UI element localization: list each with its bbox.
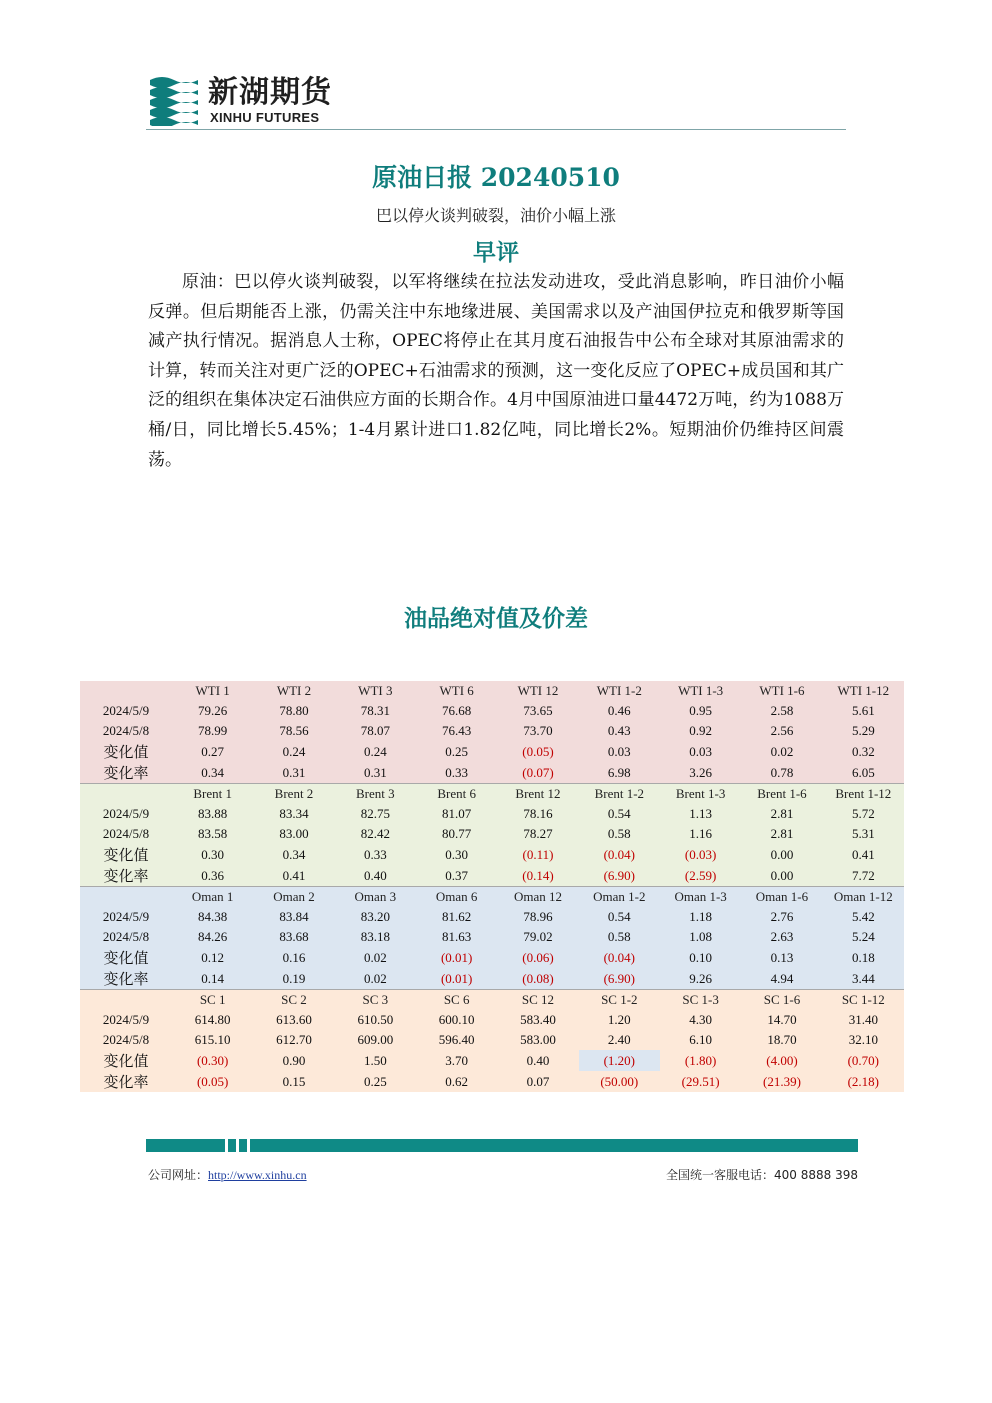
table-row xyxy=(80,1050,904,1071)
table-cell: 4.30 xyxy=(660,1010,741,1030)
table-cell: 609.00 xyxy=(335,1030,416,1050)
logo-chinese-name: 新湖期货 xyxy=(208,75,332,110)
column-header-cell: SC 6 xyxy=(416,990,497,1011)
table-cell: (0.05) xyxy=(497,741,578,762)
row-label-cell: 2024/5/9 xyxy=(80,907,172,927)
table-cell: 2.76 xyxy=(741,907,822,927)
table-cell: 82.75 xyxy=(335,804,416,824)
column-header-cell: SC 2 xyxy=(253,990,334,1011)
table-cell: 78.96 xyxy=(497,907,578,927)
table-cell: 83.34 xyxy=(253,804,334,824)
table-cell: 78.99 xyxy=(172,721,253,741)
table-cell: 0.95 xyxy=(660,701,741,721)
table-cell: 0.18 xyxy=(823,947,904,968)
table-cell: 0.14 xyxy=(172,968,253,990)
table-cell: (0.14) xyxy=(497,865,578,887)
table-cell: 73.65 xyxy=(497,701,578,721)
table-cell: 0.78 xyxy=(741,762,822,784)
table-cell: 4.94 xyxy=(741,968,822,990)
table-group-oman xyxy=(80,887,904,990)
row-label-cell xyxy=(80,887,172,908)
table-cell: 1.50 xyxy=(335,1050,416,1071)
column-header-cell: SC 3 xyxy=(335,990,416,1011)
table-row xyxy=(80,741,904,762)
table-cell: 5.42 xyxy=(823,907,904,927)
table-cell: 0.54 xyxy=(579,804,660,824)
table-cell: 0.31 xyxy=(253,762,334,784)
column-header-cell: Oman 6 xyxy=(416,887,497,908)
column-header-cell: SC 1 xyxy=(172,990,253,1011)
logo-english-name: XINHU FUTURES xyxy=(210,110,320,125)
table-cell: 583.00 xyxy=(497,1030,578,1050)
table-cell: 83.18 xyxy=(335,927,416,947)
column-header-cell: Oman 3 xyxy=(335,887,416,908)
table-header-row xyxy=(80,887,904,908)
table-cell: 0.19 xyxy=(253,968,334,990)
table-cell: 5.24 xyxy=(823,927,904,947)
column-header-cell: Brent 2 xyxy=(253,784,334,805)
report-title: 原油日报 20240510 xyxy=(372,163,620,192)
table-cell: 78.31 xyxy=(335,701,416,721)
table-cell: 3.26 xyxy=(660,762,741,784)
column-header-cell: SC 12 xyxy=(497,990,578,1011)
column-header-cell: Oman 12 xyxy=(497,887,578,908)
table-group-sc xyxy=(80,990,904,1093)
table-cell: (21.39) xyxy=(741,1071,822,1092)
table-cell: 2.40 xyxy=(579,1030,660,1050)
table-cell: (0.03) xyxy=(660,844,741,865)
table-cell: (50.00) xyxy=(579,1071,660,1092)
table-cell: 0.36 xyxy=(172,865,253,887)
table-cell: 0.13 xyxy=(741,947,822,968)
table-group-brent xyxy=(80,784,904,887)
row-label-cell: 变化率 xyxy=(80,865,172,887)
table-cell: 0.03 xyxy=(660,741,741,762)
table-row xyxy=(80,968,904,990)
table-cell: 0.40 xyxy=(497,1050,578,1071)
table-heading: 油品绝对值及价差 xyxy=(404,605,588,632)
table-cell: 5.61 xyxy=(823,701,904,721)
footer-bar-segment xyxy=(146,1139,225,1152)
column-header-cell: Oman 1-3 xyxy=(660,887,741,908)
row-label-cell: 2024/5/8 xyxy=(80,927,172,947)
table-cell: 612.70 xyxy=(253,1030,334,1050)
column-header-cell: WTI 6 xyxy=(416,681,497,701)
table-cell: 1.16 xyxy=(660,824,741,844)
column-header-cell: SC 1-3 xyxy=(660,990,741,1011)
table-cell: 5.72 xyxy=(823,804,904,824)
table-cell: (0.05) xyxy=(172,1071,253,1092)
table-cell: 9.26 xyxy=(660,968,741,990)
table-cell: (4.00) xyxy=(741,1050,822,1071)
table-header-row xyxy=(80,681,904,701)
table-cell: 84.38 xyxy=(172,907,253,927)
table-cell: 0.33 xyxy=(416,762,497,784)
table-row xyxy=(80,844,904,865)
morning-review-heading: 早评 xyxy=(473,239,519,266)
table-row xyxy=(80,1030,904,1050)
table-cell: (2.59) xyxy=(660,865,741,887)
table-cell: 610.50 xyxy=(335,1010,416,1030)
table-cell: 0.33 xyxy=(335,844,416,865)
table-cell: 83.58 xyxy=(172,824,253,844)
table-cell: (0.01) xyxy=(416,947,497,968)
footer-bar-segment xyxy=(239,1139,247,1152)
table-cell: 81.07 xyxy=(416,804,497,824)
column-header-cell: SC 1-2 xyxy=(579,990,660,1011)
table-cell: (2.18) xyxy=(823,1071,904,1092)
table-row xyxy=(80,721,904,741)
table-cell: 0.07 xyxy=(497,1071,578,1092)
header-divider xyxy=(146,129,846,130)
footer-bar xyxy=(146,1139,858,1152)
column-header-cell: Brent 1-2 xyxy=(579,784,660,805)
row-label-cell: 2024/5/8 xyxy=(80,824,172,844)
table-cell: 3.70 xyxy=(416,1050,497,1071)
column-header-cell: WTI 1 xyxy=(172,681,253,701)
column-header-cell: WTI 1-12 xyxy=(823,681,904,701)
table-cell: 0.41 xyxy=(253,865,334,887)
table-cell: 78.16 xyxy=(497,804,578,824)
column-header-cell: WTI 12 xyxy=(497,681,578,701)
table-cell: 0.12 xyxy=(172,947,253,968)
table-header-row xyxy=(80,784,904,805)
table-row xyxy=(80,1010,904,1030)
oil-price-spread-table xyxy=(80,681,904,1092)
table-cell: 600.10 xyxy=(416,1010,497,1030)
table-cell: 2.58 xyxy=(741,701,822,721)
row-label-cell: 2024/5/9 xyxy=(80,1010,172,1030)
table-cell: (6.90) xyxy=(579,968,660,990)
table-cell: 0.16 xyxy=(253,947,334,968)
table-cell: 78.80 xyxy=(253,701,334,721)
column-header-cell: Oman 1-2 xyxy=(579,887,660,908)
table-cell: 14.70 xyxy=(741,1010,822,1030)
table-row xyxy=(80,927,904,947)
table-cell: 84.26 xyxy=(172,927,253,947)
table-row xyxy=(80,824,904,844)
row-label-cell xyxy=(80,990,172,1011)
column-header-cell: SC 1-12 xyxy=(823,990,904,1011)
column-header-cell: Oman 1 xyxy=(172,887,253,908)
table-cell: 79.26 xyxy=(172,701,253,721)
table-cell: 83.84 xyxy=(253,907,334,927)
footer-bar-segment xyxy=(228,1139,236,1152)
footer-hotline: 全国统一客服电话：400 8888 398 xyxy=(666,1168,858,1182)
table-cell: (0.06) xyxy=(497,947,578,968)
table-cell: 0.40 xyxy=(335,865,416,887)
column-header-cell: Brent 1-12 xyxy=(823,784,904,805)
table-cell: 613.60 xyxy=(253,1010,334,1030)
table-cell: 0.62 xyxy=(416,1071,497,1092)
column-header-cell: SC 1-6 xyxy=(741,990,822,1011)
table-cell: 0.32 xyxy=(823,741,904,762)
report-subtitle: 巴以停火谈判破裂，油价小幅上涨 xyxy=(375,206,616,225)
column-header-cell: WTI 2 xyxy=(253,681,334,701)
table-row xyxy=(80,804,904,824)
table-cell: 0.30 xyxy=(172,844,253,865)
xinhu-wave-logo-icon xyxy=(148,74,200,126)
table-cell: 0.41 xyxy=(823,844,904,865)
table-row xyxy=(80,907,904,927)
column-header-cell: Oman 1-12 xyxy=(823,887,904,908)
table-cell: (0.11) xyxy=(497,844,578,865)
row-label-cell: 2024/5/9 xyxy=(80,701,172,721)
table-cell: 3.44 xyxy=(823,968,904,990)
table-cell: 0.03 xyxy=(579,741,660,762)
table-cell: 2.56 xyxy=(741,721,822,741)
table-cell: 2.81 xyxy=(741,824,822,844)
table-cell: 1.08 xyxy=(660,927,741,947)
table-cell: 78.27 xyxy=(497,824,578,844)
table-cell: 0.00 xyxy=(741,844,822,865)
table-cell: 583.40 xyxy=(497,1010,578,1030)
table-row xyxy=(80,947,904,968)
table-cell: 0.27 xyxy=(172,741,253,762)
table-cell: 18.70 xyxy=(741,1030,822,1050)
table-cell: 0.24 xyxy=(253,741,334,762)
table-cell: 0.15 xyxy=(253,1071,334,1092)
column-header-cell: Brent 6 xyxy=(416,784,497,805)
table-cell: 1.18 xyxy=(660,907,741,927)
table-cell: (1.80) xyxy=(660,1050,741,1071)
row-label-cell: 变化值 xyxy=(80,947,172,968)
table-cell: 80.77 xyxy=(416,824,497,844)
table-cell: 0.30 xyxy=(416,844,497,865)
morning-review-text: 原油：巴以停火谈判破裂，以军将继续在拉法发动进攻，受此消息影响，昨日油价小幅反弹。但后期能否上涨，仍需关注中东地缘进展、美国需求以及产油国伊拉克和俄罗斯等国减产执行情况。据消息人士称，OPEC将停止在其月度石油报告中公布全球对其原油需求的计算，转而关注对更广泛的OPEC+石油需求的预测，这一变化反应了OPEC+成员国和其广泛的组织在集体决定石油供应方面的长期合作。4月中国原油进口量4472万吨，约为1088万桶/日，同比增长5.45%；1-4月累计进口1.82亿吨，同比增长2%。短期油价仍维持区间震荡。 xyxy=(148,272,844,470)
table-cell: 73.70 xyxy=(497,721,578,741)
table-cell: 78.07 xyxy=(335,721,416,741)
table-cell: 2.63 xyxy=(741,927,822,947)
column-header-cell: WTI 1-3 xyxy=(660,681,741,701)
row-label-cell xyxy=(80,784,172,805)
table-cell: 6.10 xyxy=(660,1030,741,1050)
table-cell: 0.37 xyxy=(416,865,497,887)
table-cell: 1.20 xyxy=(579,1010,660,1030)
column-header-cell: WTI 1-2 xyxy=(579,681,660,701)
table-cell: (6.90) xyxy=(579,865,660,887)
table-cell: (0.01) xyxy=(416,968,497,990)
table-cell: 83.88 xyxy=(172,804,253,824)
table-cell: 0.92 xyxy=(660,721,741,741)
row-label-cell: 2024/5/8 xyxy=(80,1030,172,1050)
table-cell: 0.34 xyxy=(253,844,334,865)
table-cell: (0.30) xyxy=(172,1050,253,1071)
table-cell: 6.05 xyxy=(823,762,904,784)
table-cell: 32.10 xyxy=(823,1030,904,1050)
table-cell: (29.51) xyxy=(660,1071,741,1092)
table-cell: 81.62 xyxy=(416,907,497,927)
table-cell: 0.58 xyxy=(579,927,660,947)
table-group-wti xyxy=(80,681,904,784)
table-cell: (0.07) xyxy=(497,762,578,784)
table-cell: 0.43 xyxy=(579,721,660,741)
row-label-cell: 变化率 xyxy=(80,1071,172,1092)
table-cell: 0.90 xyxy=(253,1050,334,1071)
table-cell: 83.00 xyxy=(253,824,334,844)
table-cell: 76.43 xyxy=(416,721,497,741)
column-header-cell: WTI 3 xyxy=(335,681,416,701)
table-cell: 0.31 xyxy=(335,762,416,784)
row-label-cell: 变化率 xyxy=(80,968,172,990)
footer-website xyxy=(148,1166,307,1183)
row-label-cell: 变化率 xyxy=(80,762,172,784)
row-label-cell: 变化值 xyxy=(80,844,172,865)
column-header-cell: Brent 12 xyxy=(497,784,578,805)
footer-bar-segment xyxy=(250,1139,858,1152)
table-cell: (0.04) xyxy=(579,844,660,865)
row-label-cell xyxy=(80,681,172,701)
table-cell: 82.42 xyxy=(335,824,416,844)
table-cell: 83.68 xyxy=(253,927,334,947)
row-label-cell: 变化值 xyxy=(80,1050,172,1071)
table-row xyxy=(80,1071,904,1092)
column-header-cell: Oman 2 xyxy=(253,887,334,908)
table-row xyxy=(80,865,904,887)
column-header-cell: Brent 1-3 xyxy=(660,784,741,805)
column-header-cell: Brent 1 xyxy=(172,784,253,805)
table-cell: 79.02 xyxy=(497,927,578,947)
row-label-cell: 2024/5/9 xyxy=(80,804,172,824)
column-header-cell: WTI 1-6 xyxy=(741,681,822,701)
table-cell: (0.04) xyxy=(579,947,660,968)
table-cell: 78.56 xyxy=(253,721,334,741)
table-cell: 0.25 xyxy=(335,1071,416,1092)
table-cell: 2.81 xyxy=(741,804,822,824)
table-cell: 0.54 xyxy=(579,907,660,927)
company-logo xyxy=(148,74,348,126)
table-cell: 0.58 xyxy=(579,824,660,844)
table-cell: 76.68 xyxy=(416,701,497,721)
row-label-cell: 变化值 xyxy=(80,741,172,762)
table-cell: 5.31 xyxy=(823,824,904,844)
table-cell: 0.24 xyxy=(335,741,416,762)
table-cell: (1.20) xyxy=(579,1050,660,1071)
column-header-cell: Brent 3 xyxy=(335,784,416,805)
table-cell: 596.40 xyxy=(416,1030,497,1050)
table-cell: 81.63 xyxy=(416,927,497,947)
table-cell: 0.25 xyxy=(416,741,497,762)
table-row xyxy=(80,701,904,721)
column-header-cell: Oman 1-6 xyxy=(741,887,822,908)
table-cell: 7.72 xyxy=(823,865,904,887)
table-cell: 5.29 xyxy=(823,721,904,741)
table-header-row xyxy=(80,990,904,1011)
table-cell: 6.98 xyxy=(579,762,660,784)
table-cell: 0.34 xyxy=(172,762,253,784)
table-cell: 0.02 xyxy=(335,947,416,968)
table-cell: 0.02 xyxy=(335,968,416,990)
website-link[interactable]: http://www.xinhu.cn xyxy=(208,1168,307,1182)
table-cell: 0.46 xyxy=(579,701,660,721)
column-header-cell: Brent 1-6 xyxy=(741,784,822,805)
table-cell: 614.80 xyxy=(172,1010,253,1030)
table-cell: 0.10 xyxy=(660,947,741,968)
website-label: 公司网址： xyxy=(148,1168,209,1182)
table-cell: 1.13 xyxy=(660,804,741,824)
row-label-cell: 2024/5/8 xyxy=(80,721,172,741)
table-cell: 0.02 xyxy=(741,741,822,762)
table-cell: 0.00 xyxy=(741,865,822,887)
table-cell: (0.08) xyxy=(497,968,578,990)
table-cell: 83.20 xyxy=(335,907,416,927)
table-cell: 615.10 xyxy=(172,1030,253,1050)
table-row xyxy=(80,762,904,784)
table-cell: (0.70) xyxy=(823,1050,904,1071)
table-cell: 31.40 xyxy=(823,1010,904,1030)
